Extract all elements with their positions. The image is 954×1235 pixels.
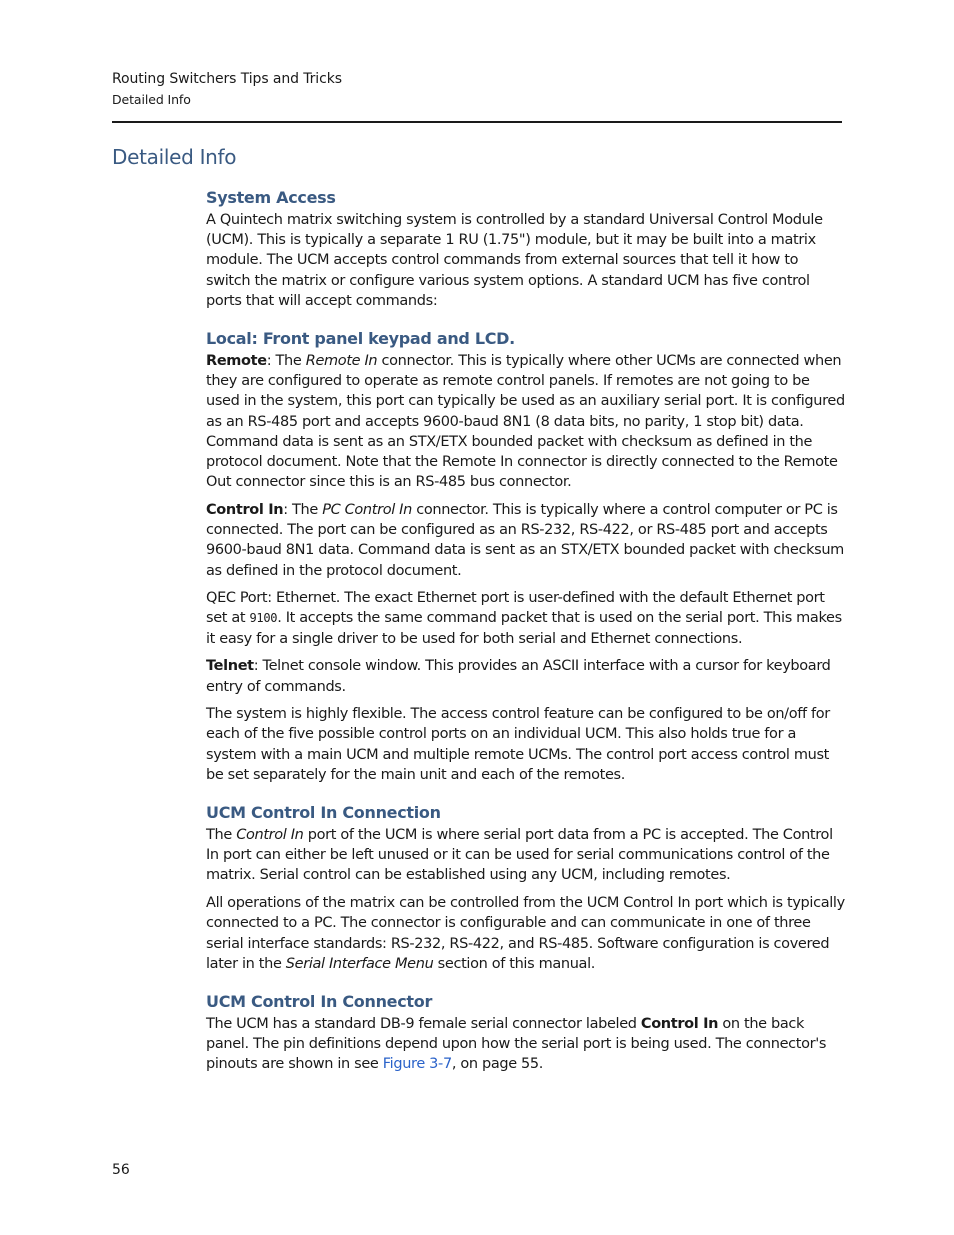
figure-link[interactable]: Figure 3-7	[382, 1056, 452, 1073]
main-content	[206, 186, 846, 1075]
port-code: 9100	[249, 611, 278, 626]
remote-in-em: Remote In	[305, 353, 378, 370]
serial-interface-menu-em: Serial Interface Menu	[285, 955, 434, 972]
remote-term: Remote	[206, 353, 267, 370]
system-access-paragraph: A Quintech matrix switching system is controlled by a standard Universal Control Module (UCM). This is typically a separate 1 RU (1.75") module, but it may be built into a matrix module. The UCM accepts control commands from external sources that tell it how to switch the matrix or configure various system options. A standard UCM has five control ports that will accept commands:	[206, 212, 823, 309]
heading-local: Local: Front panel keypad and LCD.	[206, 329, 515, 349]
control-in-paragraph: Control In: The PC Control In connector. This is typically where a control computer or PC is connected. The port can be configured as an RS-232, RS-422, or RS-485 port and accepts 9600-baud 8N1 data. Command data is sent as an STX/ETX bounded packet with checksum as defined in the protocol document.	[206, 501, 844, 579]
telnet-term: Telnet	[206, 658, 254, 675]
ucm-connector-paragraph: The UCM has a standard DB-9 female serial connector labeled Control In on the back panel. The pin definitions depend upon how the serial port is being used. The connector's pinouts are shown in see Figure 3-7, on page 55.	[206, 1016, 827, 1073]
header-divider	[112, 121, 842, 123]
qec-paragraph: QEC Port: Ethernet. The exact Ethernet port is user-defined with the default Ethernet port set at 9100. It accepts the same command packet that is used on the serial port. This makes it easy for a single driver to be used for both serial and Ethernet connections.	[206, 590, 842, 647]
control-in-term: Control In	[206, 501, 284, 518]
running-header-section: Detailed Info	[112, 92, 191, 107]
page-number: 56	[112, 1162, 130, 1178]
ucm-connection-p1: The Control In port of the UCM is where serial port data from a PC is accepted. The Control In port can either be left unused or it can be used for serial communications control of the matrix. Serial control can be established using any UCM, including remotes.	[206, 827, 833, 884]
pc-control-in-em: PC Control In	[322, 501, 412, 518]
heading-ucm-connection: UCM Control In Connection	[206, 803, 441, 823]
ucm-connection-p2: All operations of the matrix can be controlled from the UCM Control In port which is typically connected to a PC. The connector is configurable and can communicate in one of three serial interface standards: RS-232, RS-422, and RS-485. Software configuration is covered later in the Serial Interface Menu section of this manual.	[206, 895, 845, 972]
control-in-label: Control In	[640, 1016, 719, 1032]
remote-paragraph: Remote: The Remote In connector. This is typically where other UCMs are connected when they are configured to operate as remote control panels. If remotes are not going to be used in the system, this port can typically be used as an auxiliary serial port. It is configured as an RS-485 port and accepts 9600-baud 8N1 (8 data bits, no parity, 1 stop bit) data. Command data is sent as an STX/ETX bounded packet with checksum as defined in the protocol document. Note that the Remote In connector is directly connected to the Remote Out connector since this is an RS-485 bus connector.	[206, 353, 845, 491]
control-in-em: Control In	[236, 827, 304, 844]
running-header-title: Routing Switchers Tips and Tricks	[112, 71, 342, 87]
flexible-paragraph: The system is highly flexible. The access control feature can be configured to be on/off for each of the five possible control ports on an individual UCM. This also holds true for a system with a main UCM and multiple remote UCMs. The control port access control must be set separately for the main unit and each of the remotes.	[206, 706, 830, 783]
telnet-paragraph: Telnet: Telnet console window. This provides an ASCII interface with a cursor for keyboard entry of commands.	[206, 658, 831, 695]
heading-system-access: System Access	[206, 188, 336, 207]
page-title: Detailed Info	[112, 145, 237, 169]
heading-ucm-connector: UCM Control In Connector	[206, 992, 433, 1011]
